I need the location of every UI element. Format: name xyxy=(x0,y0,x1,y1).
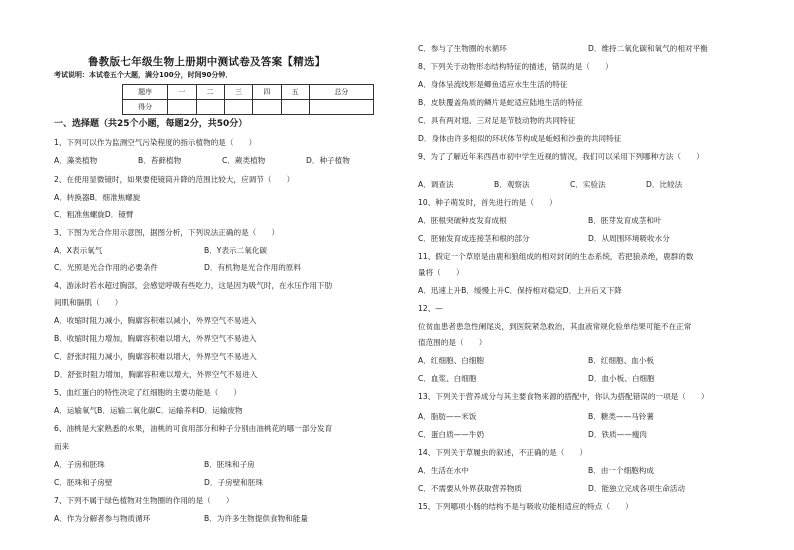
answer-option: A．身体呈流线形是鲫鱼适应水生生活的特征 xyxy=(418,80,568,89)
question-text: 5、血红蛋白的特性决定了红细胞的主要功能是（ ） xyxy=(54,388,242,397)
score-cell xyxy=(281,100,309,115)
answer-option: C．血浆、白细胞 xyxy=(418,374,477,383)
answer-option: C．参与了生物圈的水循环 xyxy=(418,44,507,53)
answer-option: A．子房和胚珠 xyxy=(54,460,105,469)
answer-option: C．实验法 xyxy=(570,180,606,189)
answer-option: A．运输氧气B．运输二氧化碳C．运输养料D．运输废物 xyxy=(54,406,243,415)
answer-option: D．比较法 xyxy=(646,180,683,189)
question-text: 3、下图为光合作用示意图，据图分析，下列说法正确的是（ ） xyxy=(54,228,280,237)
question-text: 量将（ ） xyxy=(418,268,464,277)
question-text: 12、— xyxy=(418,304,443,313)
answer-option: B．糖类——马铃薯 xyxy=(588,412,654,421)
answer-option: C．蛋白质——牛奶 xyxy=(418,430,485,439)
answer-option: B．Y表示二氧化碳 xyxy=(204,246,268,255)
question-text: 10、种子萌发时，首先进行的是（ ） xyxy=(418,198,557,207)
question-text: 13、下列关于营养成分与其主要食物来源的搭配中，你认为搭配错误的一项是（ ） xyxy=(418,392,709,401)
question-text: 6、油桃是大家熟悉的水果，油桃的可食用部分和种子分别由油桃花的哪一部分发育 xyxy=(54,424,333,433)
answer-option: D．种子植物 xyxy=(306,156,350,165)
score-table-score-row xyxy=(123,100,374,115)
answer-option: C．光照是光合作用的必要条件 xyxy=(54,263,159,272)
answer-option: D．舒张时阻力增加，胸廓容积难以增大，外界空气不易进入 xyxy=(54,370,258,379)
score-header-cell: 五 xyxy=(281,85,309,100)
answer-option: A．作为分解者参与物质循环 xyxy=(54,514,151,523)
score-header-cell: 二 xyxy=(196,85,224,100)
answer-option: B．皮肤覆盖角质的鳞片是蛇适应陆地生活的特征 xyxy=(418,98,583,107)
question-text: 4、游泳时若水超过胸部，会感觉呼吸有些吃力，这是因为吸气时，在水压作用下肋 xyxy=(54,281,333,290)
question-text: 而来 xyxy=(54,442,70,451)
answer-option: B．为许多生物提供食物和能量 xyxy=(204,514,308,523)
answer-option: B．红细胞、血小板 xyxy=(588,356,654,365)
answer-option: D．子房壁和胚珠 xyxy=(204,478,264,487)
score-cell xyxy=(253,100,281,115)
score-header-cell: 总分 xyxy=(309,85,373,100)
question-text: 8、下列关于动物形态结构特征的描述，错误的是（ ） xyxy=(418,62,613,71)
score-header-cell: 题序 xyxy=(123,85,168,100)
answer-option: A．调查法 xyxy=(418,180,454,189)
score-cell xyxy=(309,100,373,115)
answer-option: A．迅速上升B．缓慢上升C．保持相对稳定D．上升后又下降 xyxy=(418,286,622,295)
answer-option: B．收缩时阻力增加，胸廓容积难以增大，外界空气不易进入 xyxy=(54,334,257,343)
answer-option: D．从周围环境吸收水分 xyxy=(588,234,670,243)
question-text: 11、假定一个草原是由鹿和狼组成的相对封闭的生态系统，若把狼杀绝，鹿群的数 xyxy=(418,252,694,261)
answer-option: B．由一个细胞构成 xyxy=(588,466,654,475)
question-text: 1、下列可以作为监测空气污染程度的指示植物的是（ ） xyxy=(54,138,257,147)
answer-option: C．粗准焦螺旋D．镜臂 xyxy=(54,210,134,219)
answer-option: A．转换器B．细准焦螺旋 xyxy=(54,193,141,202)
score-cell xyxy=(224,100,252,115)
question-text: 间肌和膈肌（ ） xyxy=(54,298,123,307)
question-text: 位贫血患者患急性阑尾炎，到医院紧急救治，其血液常规化验单结果可能不在正常 xyxy=(418,322,692,331)
question-text: 14、下列关于草履虫的叙述，不正确的是（ ） xyxy=(418,448,588,457)
answer-option: C．不需要从外界获取营养物质 xyxy=(418,484,523,493)
score-cell xyxy=(168,100,196,115)
answer-option: A．胚根突破种皮发育成根 xyxy=(418,216,507,225)
answer-option: C．胚珠和子房壁 xyxy=(54,478,113,487)
answer-option: D．血小板、白细胞 xyxy=(588,374,655,383)
question-text: 7、下列不属于绿色植物对生物圈的作用的是（ ） xyxy=(54,496,234,505)
answer-option: D．身体由许多相似的环状体节构成是蚯蚓和沙蚕的共同特征 xyxy=(418,134,622,143)
section-heading: 一、选择题（共25个小题，每题2分，共50分） xyxy=(54,119,248,129)
page-title: 鲁教版七年级生物上册期中测试卷及答案【精选】 xyxy=(88,56,326,68)
answer-option: C．胚轴发育成连接茎和根的部分 xyxy=(418,234,530,243)
answer-option: A．X表示氧气 xyxy=(54,246,103,255)
question-text: 9、为了了解近年来西昌市初中学生近视的情况，我们可以采用下列哪种方法（ ） xyxy=(418,152,704,161)
answer-option: C．舒张时阻力减小，胸廓容积难以增大，外界空气不易进入 xyxy=(54,352,257,361)
answer-option: A．脂肪——米饭 xyxy=(418,412,477,421)
exam-instructions: 考试说明：本试卷五个大题，满分100分，时间90分钟． xyxy=(54,71,233,79)
question-text: 值范围的是（ ） xyxy=(418,338,487,347)
score-row-label: 得分 xyxy=(123,100,168,115)
score-table-header-row xyxy=(123,85,374,100)
answer-option: A．生活在水中 xyxy=(418,466,469,475)
answer-option: D．铁质——瘦肉 xyxy=(588,430,648,439)
question-text: 15、下列哪项小肠的结构不是与吸收功能相适应的特点（ ） xyxy=(418,502,633,511)
answer-option: B．胚芽发育成茎和叶 xyxy=(588,216,662,225)
score-table xyxy=(122,84,374,115)
score-header-cell: 四 xyxy=(253,85,281,100)
score-cell xyxy=(196,100,224,115)
answer-option: A．收缩时阻力减小，胸廓容积难以减小，外界空气不易进入 xyxy=(54,316,257,325)
answer-option: D．有机物是光合作用的原料 xyxy=(204,263,301,272)
question-text: 2、在使用显微镜时，如果要使镜筒升降的范围比较大，应调节（ ） xyxy=(54,175,295,184)
answer-option: B．胚珠和子房 xyxy=(204,460,255,469)
answer-option: B．苔藓植物 xyxy=(138,156,182,165)
answer-option: A．红细胞、白细胞 xyxy=(418,356,484,365)
answer-option: D．能独立完成各项生命活动 xyxy=(588,484,685,493)
score-header-cell: 三 xyxy=(224,85,252,100)
answer-option: B．观察法 xyxy=(494,180,530,189)
answer-option: A．藻类植物 xyxy=(54,156,98,165)
answer-option: D．维持二氧化碳和氧气的相对平衡 xyxy=(588,44,708,53)
score-header-cell: 一 xyxy=(168,85,196,100)
answer-option: C．蕨类植物 xyxy=(222,156,266,165)
answer-option: C．具有两对翅、三对足是节肢动物的共同特征 xyxy=(418,116,576,125)
